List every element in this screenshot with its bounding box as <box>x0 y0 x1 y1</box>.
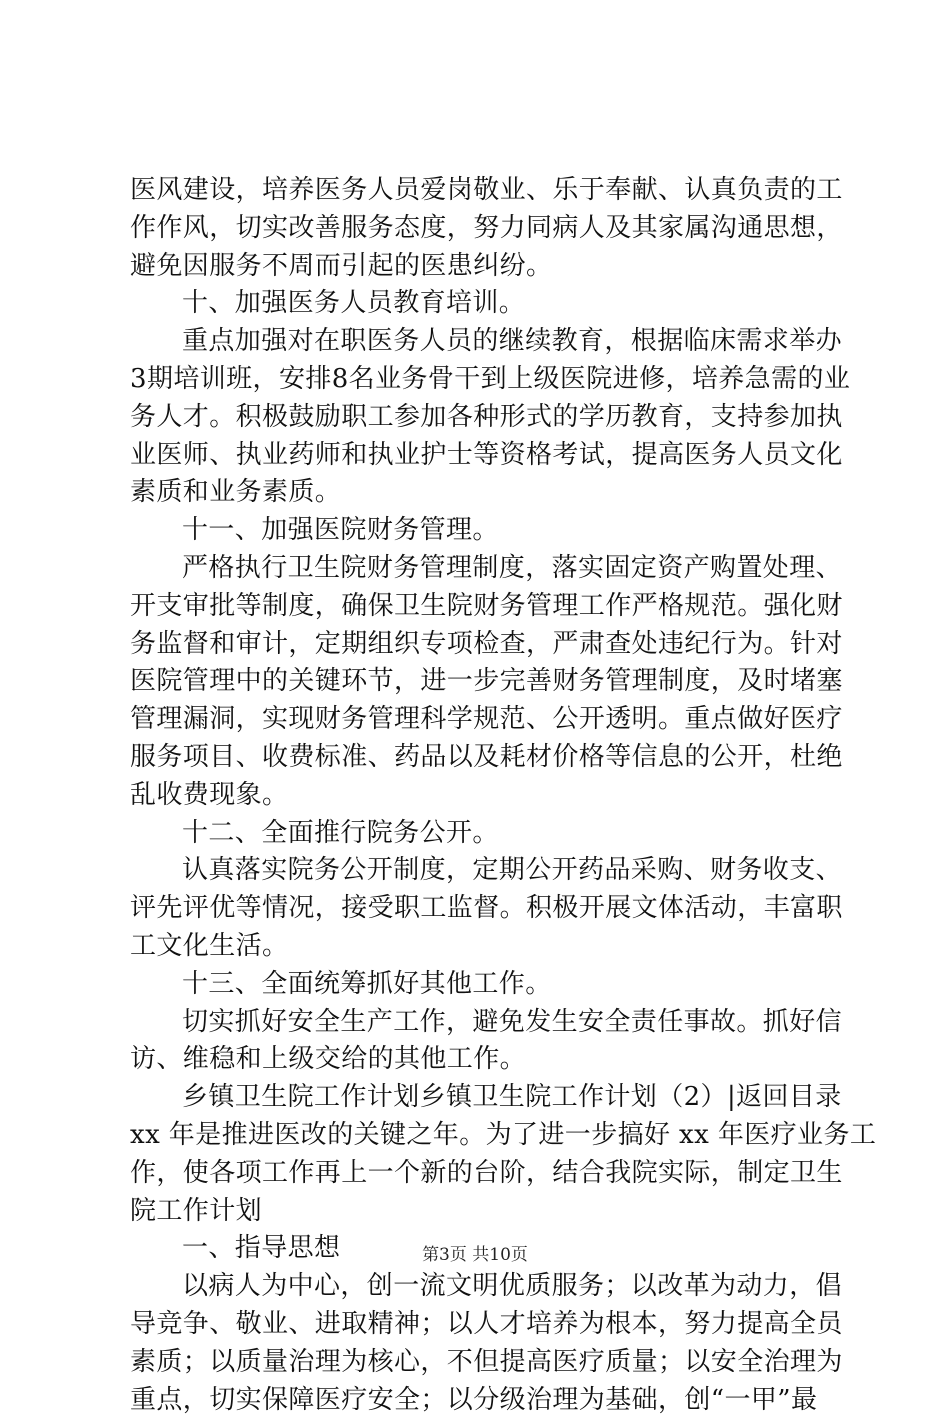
text-line: 业医师、执业药师和执业护士等资格考试，提高医务人员文化 <box>130 437 824 475</box>
text-line: 素质和业务素质。 <box>130 474 824 512</box>
text-line: 开支审批等制度，确保卫生院财务管理工作严格规范。强化财 <box>130 588 824 626</box>
text-line: 作，使各项工作再上一个新的台阶，结合我院实际，制定卫生 <box>130 1155 824 1193</box>
text-line: 务人才。积极鼓励职工参加各种形式的学历教育，支持参加执 <box>130 399 824 437</box>
text-line: 医风建设，培养医务人员爱岗敬业、乐于奉献、认真负责的工 <box>130 172 824 210</box>
text-line: xx 年是推进医改的关键之年。为了进一步搞好 xx 年医疗业务工 <box>130 1117 824 1155</box>
text-line: 作作风，切实改善服务态度，努力同病人及其家属沟通思想， <box>130 210 824 248</box>
text-line: 服务项目、收费标准、药品以及耗材价格等信息的公开，杜绝 <box>130 739 824 777</box>
section-heading: 十三、全面统筹抓好其他工作。 <box>130 966 824 1004</box>
text-line: 务监督和审计，定期组织专项检查，严肃查处违纪行为。针对 <box>130 626 824 664</box>
text-line: 乱收费现象。 <box>130 777 824 815</box>
return-to-toc-line: 乡镇卫生院工作计划乡镇卫生院工作计划（2）|返回目录 <box>130 1079 824 1117</box>
document-body <box>130 172 824 1419</box>
text-line: 认真落实院务公开制度，定期公开药品采购、财务收支、 <box>130 852 824 890</box>
text-line: 重点加强对在职医务人员的继续教育，根据临床需求举办 <box>130 323 824 361</box>
text-line: 以病人为中心，创一流文明优质服务；以改革为动力，倡 <box>130 1268 824 1306</box>
text-line: 素质；以质量治理为核心，不但提高医疗质量；以安全治理为 <box>130 1344 824 1382</box>
text-line: 严格执行卫生院财务管理制度，落实固定资产购置处理、 <box>130 550 824 588</box>
text-line: 避免因服务不周而引起的医患纠纷。 <box>130 248 824 286</box>
text-line: 3期培训班，安排8名业务骨干到上级医院进修，培养急需的业 <box>130 361 824 399</box>
text-line: 导竞争、敬业、进取精神；以人才培养为根本，努力提高全员 <box>130 1306 824 1344</box>
page-footer: 第3页 共10页 <box>0 1240 950 1265</box>
text-line: 重点，切实保障医疗安全；以分级治理为基础，创“一甲”最 <box>130 1382 824 1419</box>
text-line: 管理漏洞，实现财务管理科学规范、公开透明。重点做好医疗 <box>130 701 824 739</box>
text-line: 访、维稳和上级交给的其他工作。 <box>130 1041 824 1079</box>
text-line: 切实抓好安全生产工作，避免发生安全责任事故。抓好信 <box>130 1004 824 1042</box>
section-heading: 十、加强医务人员教育培训。 <box>130 285 824 323</box>
text-line: 院工作计划 <box>130 1193 824 1231</box>
text-line: 评先评优等情况，接受职工监督。积极开展文体活动，丰富职 <box>130 890 824 928</box>
text-line: 工文化生活。 <box>130 928 824 966</box>
section-heading: 一、指导思想 <box>130 1230 824 1268</box>
section-heading: 十一、加强医院财务管理。 <box>130 512 824 550</box>
section-heading: 十二、全面推行院务公开。 <box>130 815 824 853</box>
text-line: 医院管理中的关键环节，进一步完善财务管理制度，及时堵塞 <box>130 663 824 701</box>
